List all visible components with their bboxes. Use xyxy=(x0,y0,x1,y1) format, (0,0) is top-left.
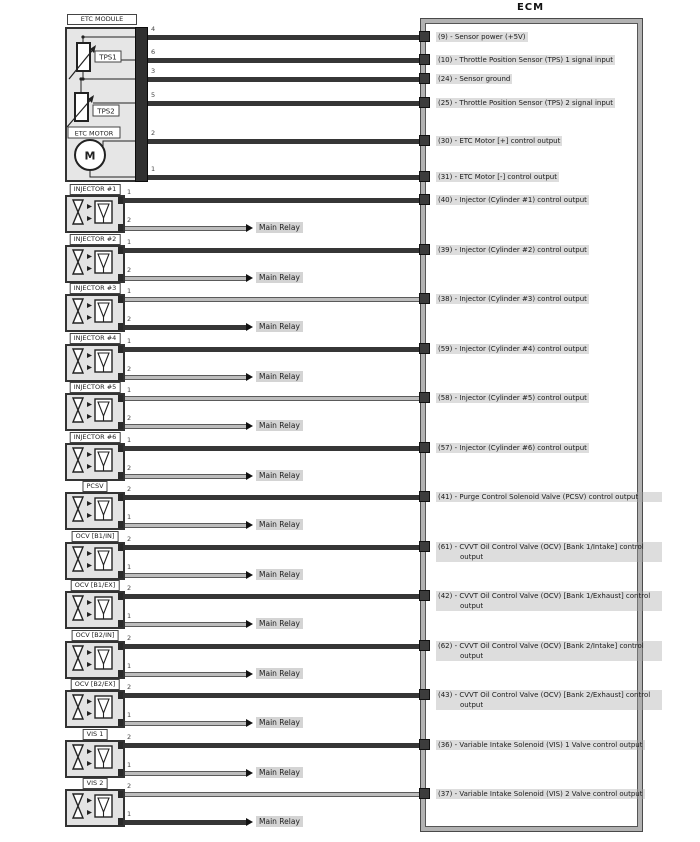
ecm-pin-label: (61) - CVVT Oil Control Valve (OCV) [Bank 1/Intake] control output xyxy=(436,542,662,562)
ecm-pin-label: (40) - Injector (Cylinder #1) control output xyxy=(438,196,587,204)
main-relay-label: Main Relay xyxy=(256,272,303,283)
terminal-tab-bottom xyxy=(118,422,123,429)
etc-connector-bar xyxy=(135,27,148,182)
flow-arrow-icon xyxy=(87,761,92,766)
main-relay-arrow-icon xyxy=(246,521,253,529)
ecm-pin-box xyxy=(419,541,430,552)
solenoid-symbol xyxy=(67,247,123,281)
ecm-pin-label: (62) - CVVT Oil Control Valve (OCV) [Bank 2/Intake] control output xyxy=(436,641,662,661)
solenoid-ecm-wire xyxy=(124,347,420,352)
component-pin-number: 2 xyxy=(127,683,132,691)
valve-hourglass-icon xyxy=(73,497,83,521)
main-relay-arrow-icon xyxy=(246,274,253,282)
component-pin-number: 2 xyxy=(127,464,132,472)
etc-pin-number: 6 xyxy=(151,48,156,56)
solenoid-symbol xyxy=(67,791,123,825)
flow-arrow-icon xyxy=(87,749,92,754)
etc-wire xyxy=(148,101,420,106)
main-relay-wire xyxy=(124,672,246,677)
terminal-tab-bottom xyxy=(118,670,123,677)
solenoid-ecm-wire xyxy=(124,693,420,698)
flow-arrow-icon xyxy=(87,452,92,457)
main-relay-label: Main Relay xyxy=(256,519,303,530)
flow-arrow-icon xyxy=(87,662,92,667)
main-relay-label: Main Relay xyxy=(256,717,303,728)
solenoid-ecm-wire xyxy=(124,644,420,649)
etc-pin-number: 4 xyxy=(151,25,156,33)
ecm-pin-label: (38) - Injector (Cylinder #3) control output xyxy=(438,295,587,303)
solenoid-symbol xyxy=(67,445,123,479)
solenoid-ecm-wire xyxy=(124,198,420,203)
ecm-pin-box xyxy=(419,491,430,502)
tps2-label: TPS2 xyxy=(97,107,115,116)
component-label: INJECTOR #6 xyxy=(70,432,121,443)
solenoid-box xyxy=(65,344,125,382)
component-pin-number: 2 xyxy=(127,414,132,422)
ecm-pin-label: (58) - Injector (Cylinder #5) control output xyxy=(438,394,587,402)
solenoid-ecm-wire xyxy=(124,297,420,302)
terminal-tab-bottom xyxy=(118,769,123,776)
component-pin-number: 2 xyxy=(127,634,132,642)
etc-pin-number: 1 xyxy=(151,165,156,173)
ecm-pin-box xyxy=(419,640,430,651)
ecm-pin-box xyxy=(419,73,430,84)
etc-pin-number: 2 xyxy=(151,129,156,137)
flow-arrow-icon xyxy=(87,402,92,407)
terminal-tab-bottom xyxy=(118,818,123,825)
ecm-pin-label: (59) - Injector (Cylinder #4) control output xyxy=(438,345,587,353)
solenoid-box xyxy=(65,591,125,629)
solenoid-box xyxy=(65,294,125,332)
main-relay-wire xyxy=(124,523,246,528)
ecm-pin-box xyxy=(419,31,430,42)
solenoid-symbol xyxy=(67,643,123,677)
solenoid-symbol xyxy=(67,346,123,380)
component-label: INJECTOR #1 xyxy=(70,184,121,195)
main-relay-label: Main Relay xyxy=(256,420,303,431)
ecm-pin-box xyxy=(419,54,430,65)
ecm-pin-box xyxy=(419,244,430,255)
flow-arrow-icon xyxy=(87,711,92,716)
flow-arrow-icon xyxy=(87,464,92,469)
valve-hourglass-icon xyxy=(73,448,83,472)
ecm-pin-box xyxy=(419,171,430,182)
valve-hourglass-icon xyxy=(73,250,83,274)
main-relay-arrow-icon xyxy=(246,719,253,727)
solenoid-symbol xyxy=(67,395,123,429)
component-pin-number: 2 xyxy=(127,485,132,493)
solenoid-ecm-wire xyxy=(124,248,420,253)
solenoid-box xyxy=(65,740,125,778)
ecm-pin-box xyxy=(419,739,430,750)
solenoid-ecm-wire xyxy=(124,792,420,797)
solenoid-box xyxy=(65,245,125,283)
ecm-title: ECM xyxy=(516,2,545,13)
solenoid-symbol xyxy=(67,197,123,231)
valve-hourglass-icon xyxy=(73,349,83,373)
ecm-pin-box xyxy=(419,788,430,799)
terminal-tab-bottom xyxy=(118,224,123,231)
junction-dot xyxy=(79,77,82,80)
component-pin-number: 2 xyxy=(127,365,132,373)
main-relay-wire xyxy=(124,325,246,330)
terminal-tab-bottom xyxy=(118,323,123,330)
solenoid-ecm-wire xyxy=(124,594,420,599)
main-relay-wire xyxy=(124,375,246,380)
ecm-pin-box xyxy=(419,135,430,146)
solenoid-box xyxy=(65,641,125,679)
main-relay-label: Main Relay xyxy=(256,668,303,679)
flow-arrow-icon xyxy=(87,612,92,617)
valve-hourglass-icon xyxy=(73,547,83,571)
main-relay-arrow-icon xyxy=(246,373,253,381)
flow-arrow-icon xyxy=(87,315,92,320)
flow-arrow-icon xyxy=(87,650,92,655)
component-pin-number: 1 xyxy=(127,810,132,818)
solenoid-box xyxy=(65,393,125,431)
solenoid-box xyxy=(65,443,125,481)
etc-module-label: ETC MODULE xyxy=(67,14,137,25)
solenoid-ecm-wire xyxy=(124,545,420,550)
main-relay-label: Main Relay xyxy=(256,321,303,332)
component-pin-number: 2 xyxy=(127,266,132,274)
solenoid-symbol xyxy=(67,494,123,528)
main-relay-label: Main Relay xyxy=(256,618,303,629)
component-label: INJECTOR #5 xyxy=(70,382,121,393)
main-relay-wire xyxy=(124,771,246,776)
flow-arrow-icon xyxy=(87,501,92,506)
solenoid-box xyxy=(65,195,125,233)
component-pin-number: 1 xyxy=(127,612,132,620)
terminal-tab-top xyxy=(118,593,123,600)
main-relay-label: Main Relay xyxy=(256,569,303,580)
valve-hourglass-icon xyxy=(73,745,83,769)
component-pin-number: 1 xyxy=(127,563,132,571)
valve-hourglass-icon xyxy=(73,596,83,620)
main-relay-label: Main Relay xyxy=(256,371,303,382)
etc-wire xyxy=(148,77,420,82)
tps1-label: TPS1 xyxy=(99,53,117,62)
component-label: OCV [B2/IN] xyxy=(72,630,119,641)
component-pin-number: 2 xyxy=(127,535,132,543)
main-relay-wire xyxy=(124,276,246,281)
terminal-tab-bottom xyxy=(118,472,123,479)
terminal-tab-top xyxy=(118,445,123,452)
component-label: OCV [B1/IN] xyxy=(72,531,119,542)
terminal-tab-top xyxy=(118,692,123,699)
solenoid-box xyxy=(65,492,125,530)
flow-arrow-icon xyxy=(87,810,92,815)
flow-arrow-icon xyxy=(87,216,92,221)
terminal-tab-top xyxy=(118,544,123,551)
main-relay-wire xyxy=(124,622,246,627)
solenoid-symbol xyxy=(67,593,123,627)
ecm-pin-box xyxy=(419,343,430,354)
solenoid-ecm-wire xyxy=(124,743,420,748)
ecm-pin-label: (37) - Variable Intake Solenoid (VIS) 2 Valve control output xyxy=(438,790,643,798)
solenoid-symbol xyxy=(67,742,123,776)
etc-pin-number: 5 xyxy=(151,91,156,99)
junction-dot xyxy=(81,35,84,38)
terminal-tab-top xyxy=(118,643,123,650)
component-pin-number: 1 xyxy=(127,761,132,769)
flow-arrow-icon xyxy=(87,551,92,556)
main-relay-wire xyxy=(124,424,246,429)
terminal-tab-bottom xyxy=(118,373,123,380)
terminal-tab-top xyxy=(118,395,123,402)
flow-arrow-icon xyxy=(87,699,92,704)
etc-wire xyxy=(148,58,420,63)
main-relay-arrow-icon xyxy=(246,472,253,480)
flow-arrow-icon xyxy=(87,303,92,308)
solenoid-box xyxy=(65,542,125,580)
component-pin-number: 1 xyxy=(127,662,132,670)
terminal-tab-bottom xyxy=(118,571,123,578)
main-relay-arrow-icon xyxy=(246,323,253,331)
valve-hourglass-icon xyxy=(73,794,83,818)
component-label: OCV [B1/EX] xyxy=(71,580,120,591)
ecm-pin-label: (25) - Throttle Position Sensor (TPS) 2 signal input xyxy=(438,99,613,107)
main-relay-wire xyxy=(124,573,246,578)
solenoid-symbol xyxy=(67,692,123,726)
flow-arrow-icon xyxy=(87,414,92,419)
solenoid-box xyxy=(65,690,125,728)
component-pin-number: 1 xyxy=(127,188,132,196)
ecm-pin-box xyxy=(419,442,430,453)
component-label: PCSV xyxy=(82,481,107,492)
main-relay-arrow-icon xyxy=(246,422,253,430)
ecm-pin-label: (41) - Purge Control Solenoid Valve (PCSV) control output xyxy=(436,492,662,502)
terminal-tab-bottom xyxy=(118,719,123,726)
terminal-tab-bottom xyxy=(118,274,123,281)
main-relay-wire xyxy=(124,721,246,726)
valve-hourglass-icon xyxy=(73,398,83,422)
main-relay-label: Main Relay xyxy=(256,222,303,233)
ecm-pin-label: (57) - Injector (Cylinder #6) control output xyxy=(438,444,587,452)
terminal-tab-bottom xyxy=(118,620,123,627)
terminal-tab-top xyxy=(118,296,123,303)
tps2-potentiometer xyxy=(75,93,88,121)
ecm-pin-label: (10) - Throttle Position Sensor (TPS) 1 signal input xyxy=(438,56,613,64)
etc-module-symbol xyxy=(67,29,135,180)
component-pin-number: 1 xyxy=(127,287,132,295)
main-relay-arrow-icon xyxy=(246,224,253,232)
terminal-tab-top xyxy=(118,197,123,204)
terminal-tab-bottom xyxy=(118,521,123,528)
terminal-tab-top xyxy=(118,742,123,749)
terminal-tab-top xyxy=(118,247,123,254)
ecm-pin-label: (36) - Variable Intake Solenoid (VIS) 1 Valve control output xyxy=(438,741,643,749)
valve-hourglass-icon xyxy=(73,200,83,224)
solenoid-ecm-wire xyxy=(124,495,420,500)
component-pin-number: 1 xyxy=(127,513,132,521)
solenoid-box xyxy=(65,789,125,827)
component-pin-number: 2 xyxy=(127,315,132,323)
component-pin-number: 1 xyxy=(127,238,132,246)
terminal-tab-top xyxy=(118,346,123,353)
component-label: VIS 1 xyxy=(83,729,108,740)
etc-wire xyxy=(148,175,420,180)
main-relay-wire xyxy=(124,474,246,479)
component-label: INJECTOR #3 xyxy=(70,283,121,294)
main-relay-arrow-icon xyxy=(246,769,253,777)
etc-motor-label: ETC MOTOR xyxy=(74,129,114,138)
main-relay-arrow-icon xyxy=(246,818,253,826)
component-pin-number: 1 xyxy=(127,337,132,345)
terminal-tab-top xyxy=(118,791,123,798)
solenoid-symbol xyxy=(67,296,123,330)
solenoid-ecm-wire xyxy=(124,396,420,401)
ecm-pin-box xyxy=(419,194,430,205)
ecm-pin-box xyxy=(419,590,430,601)
flow-arrow-icon xyxy=(87,513,92,518)
component-pin-number: 2 xyxy=(127,216,132,224)
component-pin-number: 2 xyxy=(127,733,132,741)
ecm-pin-label: (39) - Injector (Cylinder #2) control output xyxy=(438,246,587,254)
component-pin-number: 2 xyxy=(127,782,132,790)
flow-arrow-icon xyxy=(87,254,92,259)
flow-arrow-icon xyxy=(87,266,92,271)
ecm-pin-label: (24) - Sensor ground xyxy=(438,75,511,83)
valve-hourglass-icon xyxy=(73,299,83,323)
ecm-pin-box xyxy=(419,97,430,108)
motor-symbol: M xyxy=(84,149,96,163)
ecm-pin-label: (9) - Sensor power (+5V) xyxy=(438,33,526,41)
ecm-pin-label: (30) - ETC Motor [+] control output xyxy=(438,137,561,145)
component-pin-number: 1 xyxy=(127,711,132,719)
solenoid-ecm-wire xyxy=(124,446,420,451)
terminal-tab-top xyxy=(118,494,123,501)
component-label: INJECTOR #4 xyxy=(70,333,121,344)
component-pin-number: 2 xyxy=(127,584,132,592)
etc-pin-number: 3 xyxy=(151,67,156,75)
component-pin-number: 1 xyxy=(127,386,132,394)
flow-arrow-icon xyxy=(87,204,92,209)
component-label: OCV [B2/EX] xyxy=(71,679,120,690)
ecm-pin-label: (43) - CVVT Oil Control Valve (OCV) [Bank 2/Exhaust] control output xyxy=(436,690,662,710)
ecm-pin-label: (42) - CVVT Oil Control Valve (OCV) [Bank 1/Exhaust] control output xyxy=(436,591,662,611)
main-relay-arrow-icon xyxy=(246,620,253,628)
ecm-pin-box xyxy=(419,689,430,700)
ecm-pin-label: (31) - ETC Motor [-] control output xyxy=(438,173,557,181)
solenoid-symbol xyxy=(67,544,123,578)
main-relay-label: Main Relay xyxy=(256,470,303,481)
ecm-pin-box xyxy=(419,293,430,304)
flow-arrow-icon xyxy=(87,798,92,803)
main-relay-wire xyxy=(124,820,246,825)
main-relay-wire xyxy=(124,226,246,231)
flow-arrow-icon xyxy=(87,365,92,370)
main-relay-arrow-icon xyxy=(246,571,253,579)
etc-wire xyxy=(148,139,420,144)
main-relay-arrow-icon xyxy=(246,670,253,678)
component-label: VIS 2 xyxy=(83,778,108,789)
component-label: INJECTOR #2 xyxy=(70,234,121,245)
etc-module-box xyxy=(65,27,137,182)
flow-arrow-icon xyxy=(87,563,92,568)
ecm-pin-box xyxy=(419,392,430,403)
etc-wire xyxy=(148,35,420,40)
main-relay-label: Main Relay xyxy=(256,816,303,827)
flow-arrow-icon xyxy=(87,600,92,605)
valve-hourglass-icon xyxy=(73,646,83,670)
flow-arrow-icon xyxy=(87,353,92,358)
valve-hourglass-icon xyxy=(73,695,83,719)
component-pin-number: 1 xyxy=(127,436,132,444)
main-relay-label: Main Relay xyxy=(256,767,303,778)
